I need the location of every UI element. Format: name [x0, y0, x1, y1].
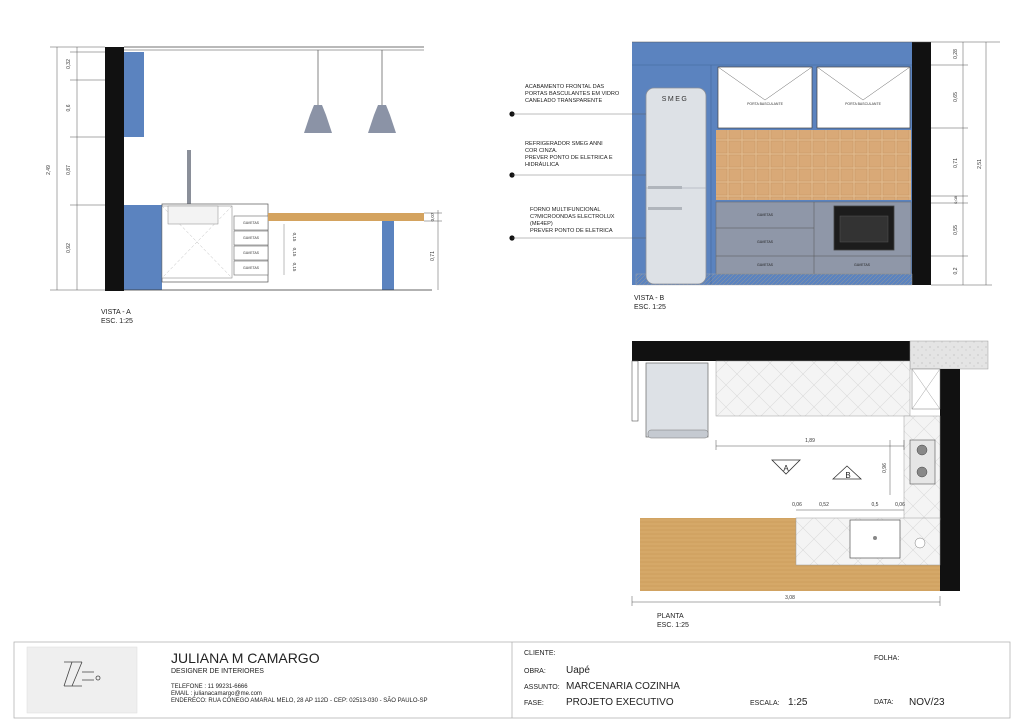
dim-text: 1,89 [805, 438, 815, 444]
dim-text: 0,71 [430, 251, 436, 261]
designer-title: DESIGNER DE INTERIORES [171, 668, 264, 675]
dim-text: 0,55 [953, 225, 959, 235]
dim-text: 0,15 [292, 247, 297, 257]
tile-backsplash [716, 130, 911, 200]
note-text: REFRIGERADOR SMEG ANNI COR CINZA. PREVER PONTO DE ELETRICA E HIDRÁULICA [525, 141, 613, 168]
dim-text: 0,96 [882, 463, 888, 473]
vista-a [46, 47, 442, 325]
view-label: VISTA - B [634, 295, 665, 302]
dim-total: 2,49 [46, 165, 52, 175]
countertop-a [268, 213, 424, 221]
view-marker-b: B [845, 471, 851, 480]
drawer-label: GAVETAS [853, 263, 871, 267]
view-scale: ESC. 1:25 [657, 622, 689, 629]
drawer-label: GAVETAS [242, 236, 260, 240]
drawer-label: GAVETAS [242, 221, 260, 225]
drawer-label: GAVETAS [242, 266, 260, 270]
dim-text: 0,28 [953, 49, 959, 59]
dim-text: 0,15 [292, 232, 297, 242]
folha-label: FOLHA: [874, 655, 900, 662]
fridge-brand: SMEG [661, 96, 689, 103]
pendant-lamp-icon [368, 105, 396, 133]
data-label: DATA: [874, 699, 894, 706]
basculante-door [817, 67, 910, 128]
fase-label: FASE: [524, 700, 544, 707]
view-scale: ESC. 1:25 [101, 318, 133, 325]
dim-text: 0,15 [292, 262, 297, 272]
dim-text: 0,6 [66, 104, 72, 112]
dim-text: 0,65 [953, 92, 959, 102]
dim-text: 0,2 [953, 267, 959, 275]
view-scale: ESC. 1:25 [634, 304, 666, 311]
basculante-label: PORTA BASCULANTE [747, 102, 783, 106]
column-plan [910, 341, 988, 369]
wall-right-plan [940, 369, 960, 591]
dim-text: 0,5 [871, 502, 879, 508]
dim-text: 0,32 [66, 59, 72, 69]
dim-text: 0,52 [819, 502, 829, 508]
dim-total: 2,51 [977, 159, 983, 169]
drawer-label: GAVETAS [756, 213, 774, 217]
pendant-lamp-icon [304, 105, 332, 133]
drawer-label: GAVETAS [756, 240, 774, 244]
marble-counter-top [716, 361, 910, 416]
tall-column-a [124, 205, 162, 290]
faucet-icon [187, 150, 191, 205]
dim-text: 0,71 [953, 158, 959, 168]
dim-text: 0,06 [895, 502, 905, 508]
planta [632, 341, 988, 629]
designer-email: EMAIL : julianacamargo@me.com [171, 691, 262, 697]
upper-cabinet-a [124, 52, 144, 137]
dim-text: 0,06 [792, 502, 802, 508]
basculante-label: PORTA BASCULANTE [845, 102, 881, 106]
escala-value: 1:25 [788, 697, 808, 708]
designer-phone: TELEFONE : 11 99231-6666 [171, 684, 248, 690]
obra-label: OBRA: [524, 668, 546, 675]
wall-top-plan [632, 341, 910, 361]
dim-text: 0,92 [66, 243, 72, 253]
designer-address: ENDERECO: RUA CONEGO AMARAL MELO, 28 AP 112D - CEP: 02513-030 - SÃO PAULO-SP [171, 698, 428, 704]
counter-leg-a [382, 221, 394, 290]
dim-text: 0,87 [66, 165, 72, 175]
data-value: NOV/23 [909, 697, 945, 708]
designer-name: JULIANA M CAMARGO [171, 650, 320, 666]
fase-value: PROJETO EXECUTIVO [566, 697, 674, 708]
view-label: PLANTA [657, 613, 684, 620]
cliente-label: CLIENTE: [524, 650, 556, 657]
dim-text: 0,07 [430, 212, 435, 222]
title-block-frame [14, 642, 1010, 718]
escala-label: ESCALA: [750, 700, 780, 707]
view-label: VISTA - A [101, 309, 131, 316]
assunto-label: ASSUNTO: [524, 684, 560, 691]
assunto-value: MARCENARIA COZINHA [566, 681, 680, 692]
obra-value: Uapé [566, 665, 590, 676]
drain-icon [915, 538, 925, 548]
dim-text: 0,08 [953, 196, 958, 204]
note-text: ACABAMENTO FRONTAL DAS PORTAS BASCULANTES EM VIDRO CANELADO TRANSPARENTE [525, 84, 620, 104]
drawer-label: GAVETAS [242, 251, 260, 255]
wall-section-a [105, 47, 124, 291]
fridge-plan [646, 363, 708, 437]
note-text: FORNO MULTIFUNCIONAL C?MICROONDAS ELECTROLUX (ME4EP) PREVER PONTO DE ELETRICA [530, 207, 615, 234]
dim-text: 3,08 [785, 595, 795, 601]
basculante-door [718, 67, 812, 128]
vista-b [509, 42, 1000, 311]
drawer-label: GAVETAS [756, 263, 774, 267]
wall-section-b [912, 42, 931, 285]
view-marker-a: A [783, 464, 789, 473]
